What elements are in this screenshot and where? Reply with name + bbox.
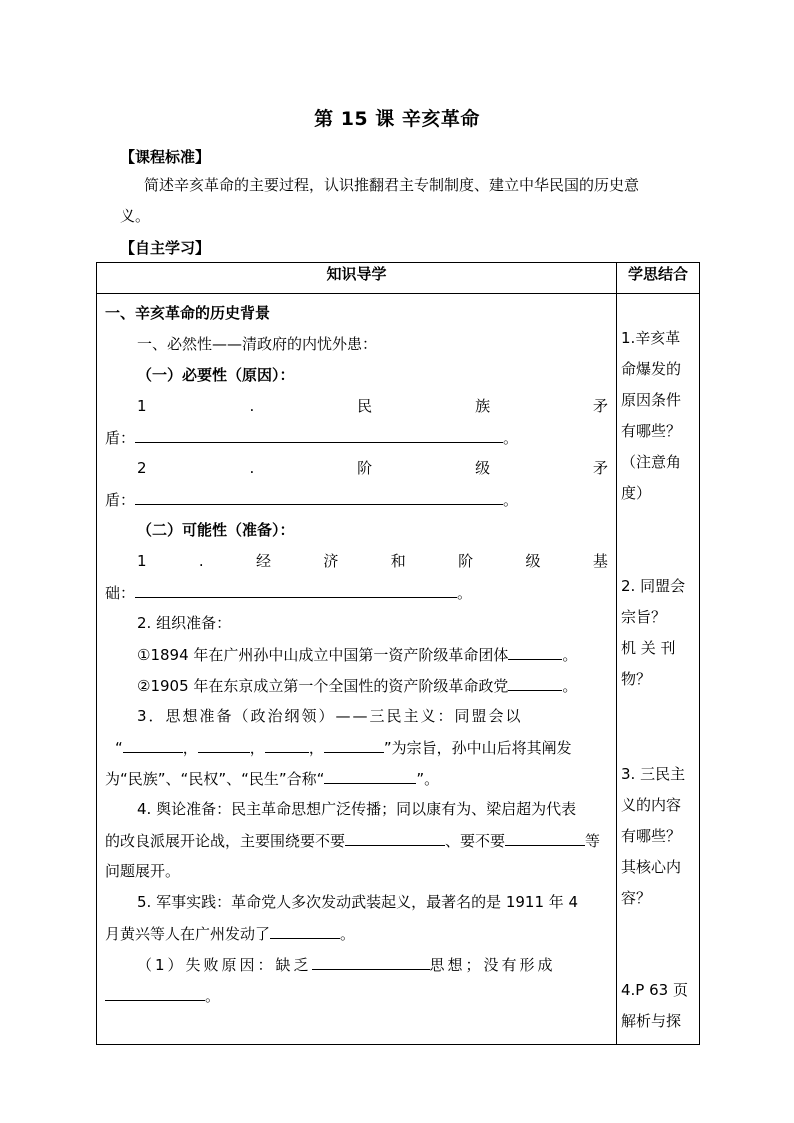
- item-tail-text: 盾：: [105, 491, 136, 509]
- item-char: 族: [475, 397, 491, 415]
- item-char: 基: [592, 552, 608, 570]
- item-char: .: [249, 397, 255, 415]
- question-4-line: 解析与探: [621, 1012, 682, 1030]
- ideology-prep-line3: [105, 768, 608, 789]
- period-mark: 。: [562, 646, 578, 664]
- question-2-line: 宗旨？: [621, 608, 667, 626]
- answer-blank[interactable]: [324, 737, 384, 753]
- knowledge-column: [97, 294, 617, 1045]
- comma-mark: ，: [249, 739, 265, 757]
- failure-reason-line1: [137, 954, 608, 975]
- reflection-column: [617, 294, 700, 1045]
- ideology-prep-line1: 3．思想准备（政治纲领）——三民主义：同盟会以: [137, 707, 523, 725]
- period-mark: 。: [205, 987, 221, 1005]
- question-1-line: 1.辛亥革: [621, 329, 681, 347]
- answer-blank[interactable]: [312, 954, 430, 970]
- item-char: 经: [256, 552, 272, 570]
- item-economic-basis: [137, 551, 608, 571]
- question-1-line: 原因条件: [621, 391, 682, 409]
- ideology-prep-text: ”。: [416, 770, 440, 788]
- question-1-line: （注意角: [621, 453, 682, 471]
- question-3-line: 3. 三民主: [621, 765, 686, 783]
- study-table: [96, 262, 700, 1045]
- answer-blank[interactable]: [135, 427, 503, 443]
- question-1-line: 有哪些？: [621, 422, 682, 440]
- public-opinion-line2: [105, 830, 608, 851]
- answer-blank[interactable]: [345, 830, 445, 846]
- item-ethnic-contradiction: [137, 396, 608, 416]
- public-opinion-text: 、要不要: [445, 832, 506, 850]
- item-char: 民: [357, 397, 373, 415]
- question-2-line: 物？: [621, 670, 652, 688]
- question-1-line: 度）: [621, 484, 652, 502]
- answer-blank[interactable]: [505, 830, 585, 846]
- item-char: 1: [137, 397, 147, 415]
- comma-mark: ，: [182, 739, 198, 757]
- item-char: 矛: [592, 397, 608, 415]
- item-char: .: [249, 459, 255, 477]
- item-char: 和: [390, 552, 406, 570]
- question-1-line: 命爆发的: [621, 360, 682, 378]
- item-class-answer-line: [105, 489, 608, 510]
- item-char: 级: [475, 459, 491, 477]
- course-standard-text-line2: 义。: [120, 207, 151, 225]
- question-3-line: 有哪些？: [621, 827, 682, 845]
- column-header-knowledge: 知识导学: [97, 263, 617, 294]
- military-practice-text: 月黄兴等人在广州发动了: [105, 925, 271, 943]
- failure-reason-line2: [105, 985, 608, 1006]
- item-economic-answer-line: [105, 582, 608, 603]
- inevitability-line: 一、必然性——清政府的内忧外患：: [137, 335, 378, 353]
- answer-blank[interactable]: [135, 582, 457, 598]
- section-background-heading: 一、辛亥革命的历史背景: [105, 304, 271, 322]
- question-2-line: 机 关 刊: [621, 639, 676, 657]
- item-char: 2: [137, 459, 147, 477]
- answer-blank[interactable]: [508, 644, 562, 660]
- organization-prep-1905: [137, 675, 608, 696]
- ideology-prep-line2: [115, 737, 608, 758]
- period-mark: 。: [562, 677, 578, 695]
- failure-reason-text: 思想；没有形成: [429, 956, 556, 974]
- answer-blank[interactable]: [198, 737, 250, 753]
- self-study-heading: 【自主学习】: [120, 239, 211, 257]
- course-standard-text-line1: 简述辛亥革命的主要过程，认识推翻君主专制制度、建立中华民国的历史意: [144, 176, 640, 194]
- column-header-reflection: 学思结合: [617, 263, 700, 294]
- period-mark: 。: [503, 491, 519, 509]
- public-opinion-text: 的改良派展开论战，主要围绕要不要: [105, 832, 346, 850]
- answer-blank[interactable]: [265, 737, 309, 753]
- question-4-line: 4.P 63 页: [621, 981, 688, 999]
- public-opinion-text: 等: [585, 832, 601, 850]
- necessity-heading: （一）必要性（原因）：: [137, 366, 295, 384]
- question-2-line: 2. 同盟会: [621, 577, 686, 595]
- answer-blank[interactable]: [123, 737, 183, 753]
- period-mark: 。: [457, 584, 473, 602]
- item-char: 矛: [592, 459, 608, 477]
- item-char: 阶: [357, 459, 373, 477]
- comma-mark: ，: [308, 739, 324, 757]
- answer-blank[interactable]: [324, 768, 416, 784]
- lesson-title: 第 15 课 辛亥革命: [314, 108, 480, 130]
- item-ethnic-answer-line: [105, 427, 608, 448]
- failure-reason-text: （1）失败原因：缺乏: [137, 956, 312, 974]
- question-3-line: 义的内容: [621, 796, 682, 814]
- military-practice-line1: 5. 军事实践：革命党人多次发动武装起义，最著名的是 1911 年 4: [137, 893, 579, 911]
- possibility-heading: （二）可能性（准备）：: [137, 521, 295, 539]
- answer-blank[interactable]: [270, 923, 340, 939]
- item-char: 阶: [458, 552, 474, 570]
- item-char: 1: [137, 552, 147, 570]
- question-3-line: 其核心内: [621, 858, 682, 876]
- public-opinion-line1: 4. 舆论准备：民主革命思想广泛传播；同以康有为、梁启超为代表: [137, 800, 577, 818]
- organization-prep-text: ②1905 年在东京成立第一个全国性的资产阶级革命政党: [137, 677, 509, 695]
- item-tail-text: 础：: [105, 584, 136, 602]
- question-3-line: 容？: [621, 889, 652, 907]
- ideology-prep-text: ”为宗旨，孙中山后将其阐发: [383, 739, 572, 757]
- organization-prep-heading: 2. 组织准备：: [137, 614, 232, 632]
- military-practice-line2: [105, 923, 608, 944]
- item-class-contradiction: [137, 458, 608, 478]
- answer-blank[interactable]: [135, 489, 503, 505]
- item-char: 济: [323, 552, 339, 570]
- public-opinion-line3: 问题展开。: [105, 862, 181, 880]
- course-standard-heading: 【课程标准】: [120, 148, 211, 166]
- quote-mark: “: [115, 739, 123, 757]
- item-char: 级: [525, 552, 541, 570]
- answer-blank[interactable]: [105, 985, 205, 1001]
- organization-prep-text: ①1894 年在广州孙中山成立中国第一资产阶级革命团体: [137, 646, 509, 664]
- answer-blank[interactable]: [508, 675, 562, 691]
- period-mark: 。: [340, 925, 356, 943]
- ideology-prep-text: 为“民族”、“民权”、“民生”合称“: [105, 770, 325, 788]
- period-mark: 。: [503, 429, 519, 447]
- organization-prep-1894: [137, 644, 608, 665]
- item-char: .: [198, 552, 204, 570]
- item-tail-text: 盾：: [105, 429, 136, 447]
